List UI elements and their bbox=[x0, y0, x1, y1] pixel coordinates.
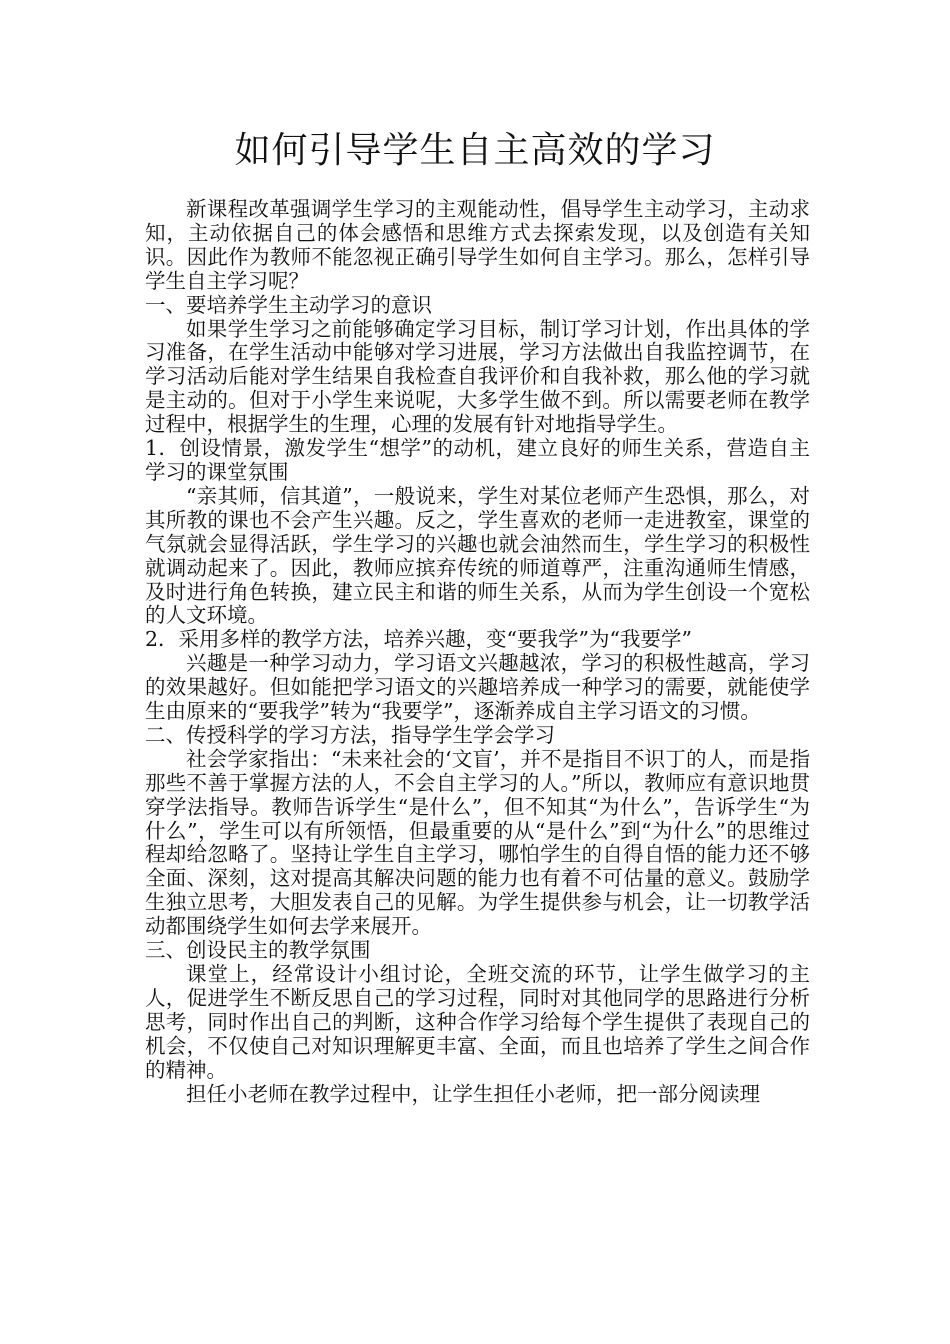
subsection-heading-1-2: 2．采用多样的教学方法，培养兴趣，变“要我学”为“我要学” bbox=[145, 627, 692, 652]
paragraph-5: 课堂上，经常设计小组讨论，全班交流的环节，让学生做学习的主人，促进学生不断反思自己的学习过程，同时对其他同学的思路进行分析思考，同时作出自己的判断，这种合作学习给每个学生提供了表现自己的机会，不仅使自己对知识理解更丰富、全面，而且也培养了学生之间合作的精神。 bbox=[145, 962, 810, 1082]
paragraph-2: “亲其师，信其道”，一般说来，学生对某位老师产生恐惧，那么，对其所教的课也不会产生兴趣。反之，学生喜欢的老师一走进教室，课堂的气氛就会显得活跃，学生学习的兴趣也就会油然而生，学生学习的积极性就调动起来了。因此，教师应摈弃传统的师道尊严，注重沟通师生情感，及时进行角色转换，建立民主和谐的师生关系，从而为学生创设一个宽松的人文环境。 bbox=[145, 483, 810, 628]
paragraph-1: 如果学生学习之前能够确定学习目标，制订学习计划，作出具体的学习准备，在学生活动中能够对学习进展，学习方法做出自我监控调节，在学习活动后能对学生结果自我检查自我评价和自我补救，那么他的学习就是主动的。但对于小学生来说呢，大多学生做不到。所以需要老师在教学过程中，根据学生的生理，心理的发展有针对地指导学生。 bbox=[145, 316, 810, 437]
section-heading-3: 三、创设民主的教学氛围 bbox=[145, 938, 371, 963]
document-title: 如何引导学生自主高效的学习 bbox=[234, 130, 716, 171]
document-body bbox=[145, 198, 810, 1106]
paragraph-intro: 新课程改革强调学生学习的主观能动性，倡导学生主动学习，主动求知，主动依据自己的体会感悟和思维方式去探索发现，以及创造有关知识。因此作为教师不能忽视正确引导学生如何自主学习。那么，怎样引导学生自主学习呢？ bbox=[145, 197, 810, 293]
section-heading-1: 一、要培养学生主动学习的意识 bbox=[145, 292, 432, 317]
section-heading-2: 二、传授科学的学习方法，指导学生学会学习 bbox=[145, 722, 555, 747]
paragraph-6: 担任小老师在教学过程中，让学生担任小老师，把一部分阅读理 bbox=[186, 1081, 760, 1106]
paragraph-4: 社会学家指出：“未来社会的‘文盲’，并不是指目不识丁的人，而是指那些不善于掌握方法的人，不会自主学习的人。”所以，教师应有意识地贯穿学法指导。教师告诉学生“是什么”，但不知其“为什么”，告诉学生“为什么”，学生可以有所领悟，但最重要的从“是什么”到“为什么”的思维过程却给忽略了。坚持让学生自主学习，哪怕学生的自得自悟的能力还不够全面、深刻，这对提高其解决问题的能力也有着不可估量的意义。鼓励学生独立思考，大胆发表自己的见解。为学生提供参与机会，让一切教学活动都围绕学生如何去学来展开。 bbox=[145, 746, 810, 939]
subsection-heading-1-1: 1．创设情景，激发学生“想学”的动机，建立良好的师生关系，营造自主学习的课堂氛围 bbox=[145, 436, 810, 484]
paragraph-3: 兴趣是一种学习动力，学习语文兴趣越浓，学习的积极性越高，学习的效果越好。但如能把学习语文的兴趣培养成一种学习的需要，就能使学生由原来的“要我学”转为“我要学”，逐渐养成自主学习语文的习惯。 bbox=[145, 651, 810, 724]
